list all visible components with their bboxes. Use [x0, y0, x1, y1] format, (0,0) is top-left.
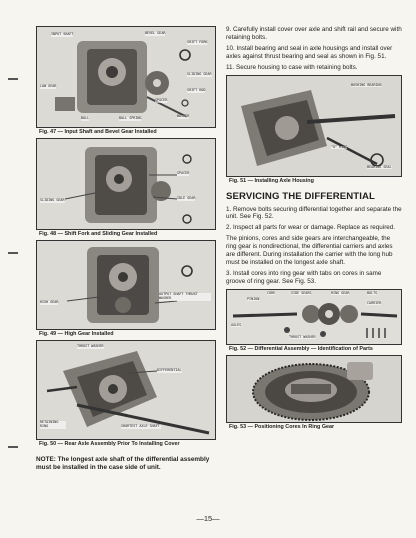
- figure-52: [226, 289, 402, 345]
- label-bearing-seal: BEARING SEAL: [367, 164, 392, 169]
- right-column: [226, 26, 402, 433]
- step-9: 9. Carefully install cover over axle and shift rail and secure with retaining bolts.: [226, 26, 402, 41]
- ring-gear-photo: [227, 356, 401, 422]
- label-core: CORE: [267, 290, 276, 295]
- label-pinion: PINION: [247, 296, 260, 301]
- label-sliding-gear: SLIDING GEAR: [40, 198, 65, 202]
- figure-49: [36, 240, 216, 330]
- punch-mark: [8, 78, 18, 80]
- figure-50: [36, 340, 216, 440]
- label-spacer: SPACER: [155, 98, 168, 102]
- figure-49-caption: Fig. 49 — High Gear Installed: [39, 331, 114, 337]
- left-column: [36, 26, 216, 472]
- diff-step-2: 2. Inspect all parts for wear or damage. Replace as required.: [226, 224, 396, 232]
- diff-interchangeable: The pinions, cores and side gears are interchangeable, the ring gear is nondirectional, the differential carriers and axles are different. During installation the carrier with the long hub must be installed on the longest axle shaft.: [226, 235, 393, 266]
- label-o-ring: "O" RING: [331, 144, 348, 149]
- label-sliding-gear: SLIDING GEAR: [187, 72, 212, 76]
- label-washer: WASHER: [177, 114, 190, 118]
- figure-50-caption: Fig. 50 — Rear Axle Assembly Prior To Installing Cover: [39, 441, 180, 447]
- label-thrust-washer: OUTPUT SHAFT THRUST WASHER: [159, 293, 211, 301]
- axle-note: NOTE: The longest axle shaft of the differential assembly must be installed in the case side of unit.: [36, 456, 210, 472]
- label-bevel-gear: BEVEL GEAR: [145, 31, 166, 35]
- section-heading: SERVICING THE DIFFERENTIAL: [226, 190, 376, 202]
- figure-52-caption: Fig. 52 — Differential Assembly — Identification of Parts: [229, 345, 373, 352]
- figure-48: [36, 138, 216, 230]
- punch-mark: [8, 446, 18, 448]
- figure-51: [226, 75, 402, 177]
- label-input-shaft: INPUT SHAFT: [51, 32, 74, 36]
- figure-47: [36, 26, 216, 128]
- label-axles: AXLES: [231, 322, 242, 327]
- diff-step-3: 3. Install cores into ring gear with tabs on cores in same groove of ring gear. See Fig. 53.: [226, 269, 382, 285]
- label-ring-gear: RING GEAR: [331, 290, 350, 295]
- transmission-photo-49: [37, 241, 215, 329]
- figure-53-caption: Fig. 53 — Positioning Cores In Ring Gear: [229, 423, 335, 430]
- axle-housing-photo: [227, 76, 401, 176]
- label-ball: BALL: [81, 116, 90, 120]
- step-10: 10. Install bearing and seal in axle housings and install over axles against thrust bearing and seal as shown in Fig. 51.: [226, 44, 393, 60]
- label-idle-gear: IDLE GEAR: [177, 196, 196, 200]
- label-shortest-axle: SHORTEST AXLE SHAFT: [121, 424, 160, 428]
- figure-48-caption: Fig. 48 — Shift Fork and Sliding Gear Installed: [39, 231, 158, 237]
- label-ball-spring: BALL SPRING: [119, 116, 142, 120]
- label-bolts: BOLTS: [367, 290, 378, 295]
- label-thrust-washer: THRUST WASHER: [77, 344, 104, 348]
- label-differential: DIFFERENTIAL: [157, 368, 182, 372]
- step-11: 11. Secure housing to case with retaining bolts.: [226, 63, 358, 71]
- label-low-gear: LOW GEAR: [40, 84, 57, 88]
- label-shift-fork: SHIFT FORK: [187, 40, 208, 44]
- label-thrust-washer: THRUST WASHER: [289, 334, 316, 339]
- page-number: —15—: [196, 514, 220, 523]
- figure-53: [226, 355, 402, 423]
- label-bushing-bearing: BUSHING BEARING: [351, 82, 382, 87]
- label-spacer: SPACER: [177, 171, 190, 175]
- diff-step-1: 1. Remove bolts securing differential together and separate the unit. See Fig. 52.: [226, 205, 402, 221]
- label-high-gear: HIGH GEAR: [40, 300, 59, 304]
- label-shift-rod: SHIFT ROD: [187, 88, 206, 92]
- punch-mark: [8, 252, 18, 254]
- figure-47-caption: Fig. 47 — Input Shaft and Bevel Gear Installed: [39, 129, 157, 135]
- label-carrier: CARRIER: [367, 300, 382, 305]
- label-retaining-ring: RETAINING RING: [40, 421, 66, 429]
- label-side-gears: SIDE GEARS: [291, 290, 312, 295]
- transmission-photo-48: [37, 139, 215, 229]
- figure-51-caption: Fig. 51 — Installing Axle Housing: [229, 177, 314, 184]
